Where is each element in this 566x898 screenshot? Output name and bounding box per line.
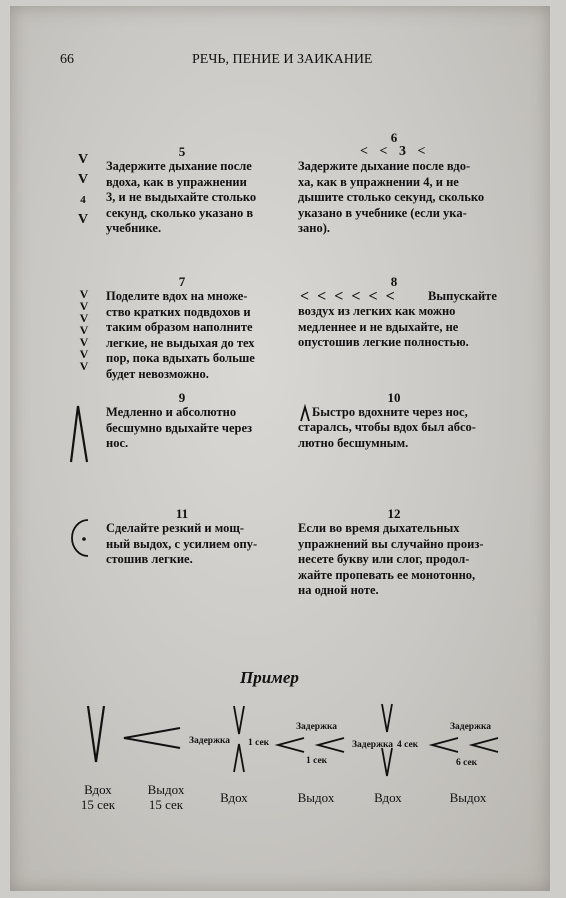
forced-exhale-symbol [70, 518, 92, 558]
exercise-text: воздух из легких как можно медленнее и не вдыхайте, не опустошив легкие полностью. [298, 304, 469, 349]
label-exhale-2: Выдох [449, 790, 487, 805]
exercise-text-lead: Выпускайте [428, 289, 497, 303]
label-inhale-1: Вдох [220, 790, 248, 805]
exercise-number: 9 [178, 390, 186, 405]
label-inhale-15: Вдох 15 сек [80, 782, 116, 812]
hold-duration: 6 сек [456, 758, 478, 768]
exercise-text: Поделите вдох на множе- ство кратких подвдохов и таким образом наполните легкие, не выдыхая до тех пор, пока вдыхать больше будет невозможно. [106, 289, 255, 381]
exercise-number: 5 [178, 144, 186, 159]
breath-symbol-7: V V V V V V V [79, 287, 89, 373]
book-page [10, 6, 550, 891]
hold-duration: 4 сек [397, 740, 419, 750]
v-mark: V [77, 152, 89, 167]
breath-symbol-5 [76, 150, 90, 230]
page-number: 66 [60, 52, 74, 67]
hold-duration: 1 сек [248, 738, 270, 748]
exhale-hold-6-symbol [430, 737, 500, 753]
example-title: Пример [240, 668, 299, 687]
exercise-number: 8 [390, 274, 398, 289]
v-mark: V [77, 212, 89, 227]
label-exhale-1: Выдох [297, 790, 335, 805]
hold-label: Задержка [296, 722, 338, 732]
exercise-text: Задержите дыхание после вдоха, как в упражнении 3, и не выдыхайте столько секунд, сколько указано в учебнике. [106, 159, 257, 235]
exhale-15-symbol [122, 726, 182, 750]
exercise-number: 6 [390, 130, 398, 145]
exercise-text: Если во время дыхательных упражнений вы случайно произ- несете букву или слог, продол- жайте пропевать ее монотонно, на одной ноте. [298, 521, 484, 597]
breath-symbol-8: < < < < < < [300, 288, 397, 305]
exercise-text: Медленно и абсолютно бесшумно вдыхайте через нос. [106, 405, 253, 450]
count-mark: 4 [80, 194, 86, 206]
v-mark: V [77, 172, 89, 187]
hold-duration: 1 сек [306, 756, 328, 766]
exercise-number: 12 [387, 506, 401, 521]
exercise-text: Задержите дыхание после вдо- ха, как в упражнении 4, и не дышите столько секунд, сколько указано в учебнике (если ука- зано). [298, 159, 485, 235]
label-inhale-2: Вдох [374, 790, 402, 805]
inhale-hold-4-symbol [380, 702, 394, 778]
running-title: РЕЧЬ, ПЕНИЕ И ЗАИКАНИЕ [192, 52, 373, 67]
inhale-15-symbol [86, 704, 106, 764]
exercise-number: 7 [178, 274, 186, 289]
hold-label: Задержка [189, 736, 231, 746]
exercise-text-lead: Быстро вдохните через нос, [312, 405, 468, 419]
exercise-number: 10 [387, 390, 401, 405]
label-exhale-15: Выдох 15 сек [147, 782, 185, 812]
exercise-text: старалсь, чтобы вдох был абсо- лютно бесшумным. [298, 420, 476, 450]
inhale-hold-1-symbol [232, 704, 246, 774]
exhale-hold-1-symbol [276, 737, 346, 753]
exercise-text: Сделайте резкий и мощ- ный выдох, с усилием опу- стошив легкие. [106, 521, 258, 566]
hold-label: Задержка [450, 722, 492, 732]
breath-symbol-6: < < 3 < [360, 144, 430, 159]
exercise-number: 11 [175, 506, 189, 521]
long-inhale-symbol [70, 404, 90, 464]
hold-label: Задержка [352, 740, 394, 750]
